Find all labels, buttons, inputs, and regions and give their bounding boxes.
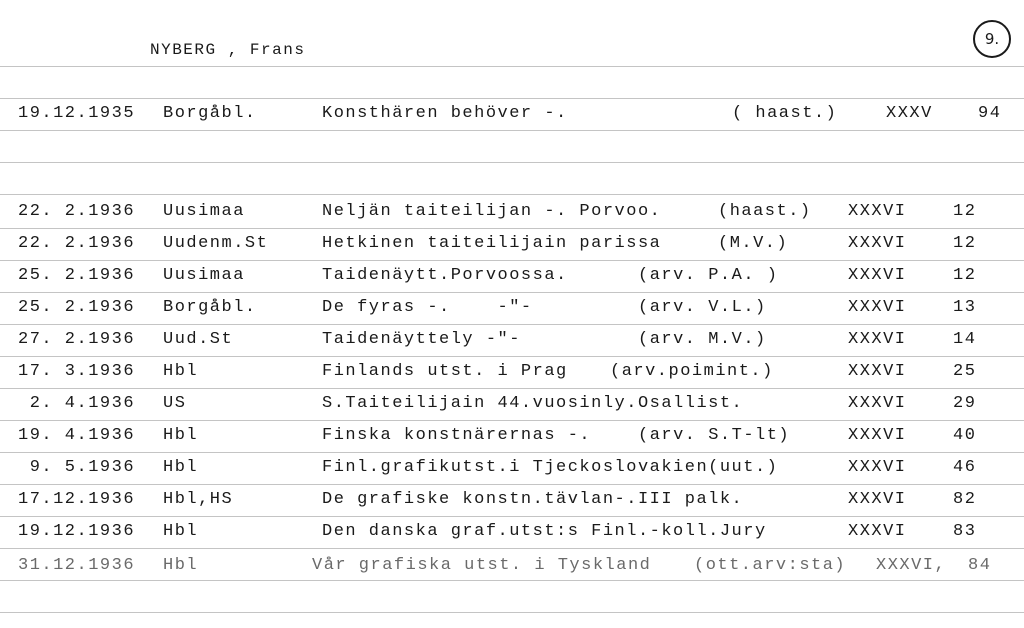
entry-paper: Uusimaa — [163, 266, 245, 285]
entry-note: ( haast.) — [732, 104, 838, 123]
entry-title: S.Taiteilijain 44.vuosinly.Osallist. — [322, 394, 744, 413]
entry-volume: XXXVI — [848, 298, 907, 317]
rule-line — [0, 548, 1024, 549]
entry-paper: US — [163, 394, 187, 413]
entry-volume: XXXVI — [848, 490, 907, 509]
rule-line — [0, 98, 1024, 99]
entry-title: Konsthären behöver -. — [322, 104, 568, 123]
rule-line — [0, 260, 1024, 261]
entry-page: 25 — [953, 362, 977, 381]
entry-page: 40 — [953, 426, 977, 445]
entry-date: 31.12.1936 — [18, 556, 136, 575]
entry-title: Finska konstnärernas -. — [322, 426, 592, 445]
entry-volume: XXXVI — [848, 266, 907, 285]
entry-page: 12 — [953, 202, 977, 221]
entry-title: De grafiske konstn.tävlan-.III palk. — [322, 490, 744, 509]
entry-title: Den danska graf.utst:s Finl.-koll.Jury — [322, 522, 767, 541]
entry-date: 19. 4.1936 — [18, 426, 136, 445]
entry-volume: XXXVI — [848, 234, 907, 253]
entry-title: De fyras -. -"- — [322, 298, 533, 317]
entry-paper: Hbl — [163, 426, 199, 445]
rule-line — [0, 194, 1024, 195]
entry-title: Taidenäytt.Porvoossa. — [322, 266, 568, 285]
entry-page: 46 — [953, 458, 977, 477]
rule-line — [0, 66, 1024, 67]
rule-line — [0, 324, 1024, 325]
rule-line — [0, 162, 1024, 163]
rule-line — [0, 356, 1024, 357]
entry-title: Taidenäyttely -"- — [322, 330, 521, 349]
entry-date: 2. 4.1936 — [18, 394, 136, 413]
entry-volume: XXXVI — [848, 394, 907, 413]
entry-page: 12 — [953, 234, 977, 253]
rule-line — [0, 612, 1024, 613]
entry-paper: Hbl — [163, 362, 199, 381]
entry-note: (arv.poimint.) — [610, 362, 774, 381]
entry-note: (arv. V.L.) — [638, 298, 767, 317]
rule-line — [0, 420, 1024, 421]
entry-note: (arv. S.T-lt) — [638, 426, 791, 445]
rule-line — [0, 516, 1024, 517]
entry-page: 94 — [978, 104, 1002, 123]
entry-date: 17. 3.1936 — [18, 362, 136, 381]
entry-page: 82 — [953, 490, 977, 509]
entry-note: (arv. M.V.) — [638, 330, 767, 349]
entry-paper: Hbl — [163, 458, 199, 477]
entry-note: (ott.arv:sta) — [694, 556, 847, 575]
entry-title: Vår grafiska utst. i Tyskland — [312, 556, 652, 575]
entry-volume: XXXVI — [848, 426, 907, 445]
entry-volume: XXXV — [886, 104, 933, 123]
entry-volume: XXXVI, — [876, 556, 947, 575]
entry-paper: Borgåbl. — [163, 298, 257, 317]
entry-date: 19.12.1935 — [18, 104, 136, 123]
entry-date: 25. 2.1936 — [18, 298, 136, 317]
entry-title: Neljän taiteilijan -. Porvoo. — [322, 202, 662, 221]
entry-volume: XXXVI — [848, 330, 907, 349]
entry-note: (M.V.) — [718, 234, 789, 253]
entry-date: 22. 2.1936 — [18, 234, 136, 253]
entry-paper: Hbl — [163, 522, 199, 541]
entry-date: 22. 2.1936 — [18, 202, 136, 221]
entry-page: 13 — [953, 298, 977, 317]
entry-date: 25. 2.1936 — [18, 266, 136, 285]
entry-paper: Hbl,HS — [163, 490, 234, 509]
entry-page: 29 — [953, 394, 977, 413]
entry-title: Finl.grafikutst.i Tjeckoslovakien(uut.) — [322, 458, 779, 477]
entry-paper: Borgåbl. — [163, 104, 257, 123]
rule-line — [0, 130, 1024, 131]
card-number: 9. — [984, 30, 1000, 48]
rule-line — [0, 388, 1024, 389]
entry-date: 27. 2.1936 — [18, 330, 136, 349]
entry-paper: Uusimaa — [163, 202, 245, 221]
entry-note: (arv. P.A. ) — [638, 266, 779, 285]
rule-line — [0, 484, 1024, 485]
entry-volume: XXXVI — [848, 202, 907, 221]
entry-date: 19.12.1936 — [18, 522, 136, 541]
entry-page: 84 — [968, 556, 992, 575]
entry-paper: Hbl — [163, 556, 199, 575]
entry-date: 9. 5.1936 — [18, 458, 136, 477]
rule-line — [0, 580, 1024, 581]
card-heading-name: NYBERG , Frans — [150, 41, 306, 59]
entry-note: (haast.) — [718, 202, 812, 221]
entry-page: 12 — [953, 266, 977, 285]
entry-title: Finlands utst. i Prag — [322, 362, 568, 381]
entry-volume: XXXVI — [848, 522, 907, 541]
entry-title: Hetkinen taiteilijain parissa — [322, 234, 662, 253]
rule-line — [0, 228, 1024, 229]
entry-page: 83 — [953, 522, 977, 541]
entry-paper: Uud.St — [163, 330, 234, 349]
entry-page: 14 — [953, 330, 977, 349]
entry-volume: XXXVI — [848, 458, 907, 477]
card-number-circle — [973, 20, 1011, 58]
entry-paper: Uudenm.St — [163, 234, 269, 253]
entry-volume: XXXVI — [848, 362, 907, 381]
entry-date: 17.12.1936 — [18, 490, 136, 509]
rule-line — [0, 452, 1024, 453]
rule-line — [0, 292, 1024, 293]
